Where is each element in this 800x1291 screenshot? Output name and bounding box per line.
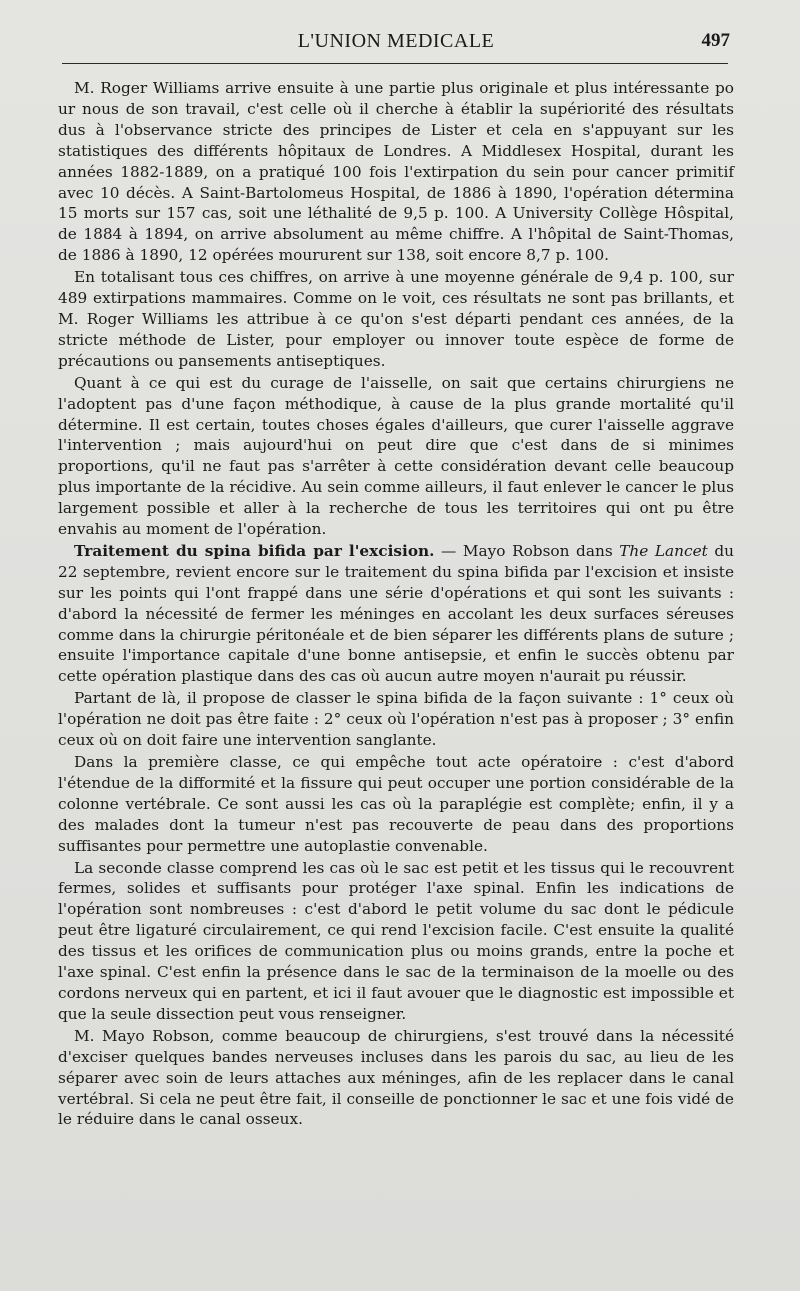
paragraph-classification: Partant de là, il propose de classer le spina bifida de la façon suivante : 1° ceux où l'opération ne doit pas être faite : 2° ceux où l'opération n'est pas à proposer ; 3° enfin ceux où on doit faire une intervention sanglante. [58,689,734,750]
paragraph-first-class: Dans la première classe, ce qui empêche tout acte opératoire : c'est d'abord l'étendue de la difformité et la fissure qui peut occuper une portion considérable de la colonne vertébrale. Ce sont aussi les cas où la paraplégie est complète; enfin, il y a des malades dont la tumeur n'est pas recouverte de peau dans des proportions suffisantes pour permettre une autoplastie convenable. [58,753,734,855]
page-header [62,26,730,62]
paragraph-williams-statistics: M. Roger Williams arrive ensuite à une partie plus originale et plus intéressante po ur nous de son travail, c'est celle où il cherche à établir la supériorité des résultats dus à l'observance stricte des principes de Lister et cela en s'appuyant sur les statistiques des différents hôpitaux de Londres. A Middlesex Hospital, durant les années 1882-1889, on a pratiqué 100 fois l'extirpation du sein pour cancer primitif avec 10 décès. A Saint-Bartolomeus Hospital, de 1886 à 1890, l'opération détermina 15 morts sur 157 cas, soit une léthalité de 9,5 p. 100. A University Collège Hôspital, de 1884 à 1894, on arrive absolument au même chiffre. A l'hôpital de Saint-Thomas, de 1886 à 1890, 12 opérées moururent sur 138, soit encore 8,7 p. 100. [58,79,734,265]
paragraph-spina-bifida-intro [58,541,734,687]
running-title: L'UNION MEDICALE [297,30,495,52]
paragraph-second-class: La seconde classe comprend les cas où le sac est petit et les tissus qui le recouvrent fermes, solides et suffisants pour protéger l'axe spinal. Enfin les indications de l'opération sont nombreuses : c'est d'abord le petit volume du sac dont le pédicule peut être ligaturé circulairement, ce qui rend l'excision facile. C'est ensuite la qualité des tissus et les orifices de communication plus ou moins grands, entre la poche et l'axe spinal. C'est enfin la présence dans le sac de la terminaison de la moelle ou des cordons nerveux qui en partent, et ici il faut avouer que le diagnostic est impossible et que la seule dissection peut vous renseigner. [58,858,734,1023]
paragraph-text: — Mayo Robson dans [434,541,620,560]
journal-citation: The Lancet [619,541,708,560]
paragraph-axilla: Quant à ce qui est du curage de l'aisselle, on sait que certains chirurgiens ne l'adoptent pas d'une façon méthodique, à cause de la plus grande mortalité qu'il détermine. Il est certain, toutes choses égales d'ailleurs, que curer l'aisselle aggrave l'intervention ; mais aujourd'hui on peut dire que c'est dans de si minimes proportions, qu'il ne faut pas s'arrêter à cette considération devant celle beaucoup plus importante de la récidive. Au sein comme ailleurs, il faut enlever le cancer le plus largement possible et aller à la recherche de tous les territoires qui ont pu être envahis au moment de l'opération. [58,373,734,539]
page-number: 497 [701,30,730,51]
paragraph-totals: En totalisant tous ces chiffres, on arrive à une moyenne générale de 9,4 p. 100, sur 489 extirpations mammaires. Comme on le voit, ces résultats ne sont pas brillants, et M. Roger Williams les attribue à ce qu'on s'est départi pendant ces années, de la stricte méthode de Lister, pour employer ou innover toute espèce de forme de précautions ou pansements antiseptiques. [58,268,734,370]
article-body [58,78,734,1130]
paragraph-text: du 22 septembre, revient encore sur le traitement du spina bifida par l'excision et insiste sur les points qui l'ont frappé dans une série d'opérations et qui sont les suivants : d'abord la nécessité de fermer les méninges en accolant les deux surfaces séreuses comme dans la chirurgie péritonéale et de bien séparer les différents plans de suture ; ensuite l'importance capitale d'une bonne antisepsie, et enfin le succès obtenu par cette opération plastique dans des cas où aucun autre moyen n'aurait pu réussir. [58,541,734,686]
section-heading: Traitement du spina bifida par l'excision. [74,541,435,560]
header-rule [62,63,728,64]
paragraph-mayo-robson: M. Mayo Robson, comme beaucoup de chirurgiens, s'est trouvé dans la nécessité d'exciser quelques bandes nerveuses incluses dans les parois du sac, au lieu de les séparer avec soin de leurs attaches aux méninges, afin de les replacer dans le canal vertébral. Si cela ne peut être fait, il conseille de ponctionner le sac et une fois vidé de le réduire dans le canal osseux. [58,1026,734,1129]
